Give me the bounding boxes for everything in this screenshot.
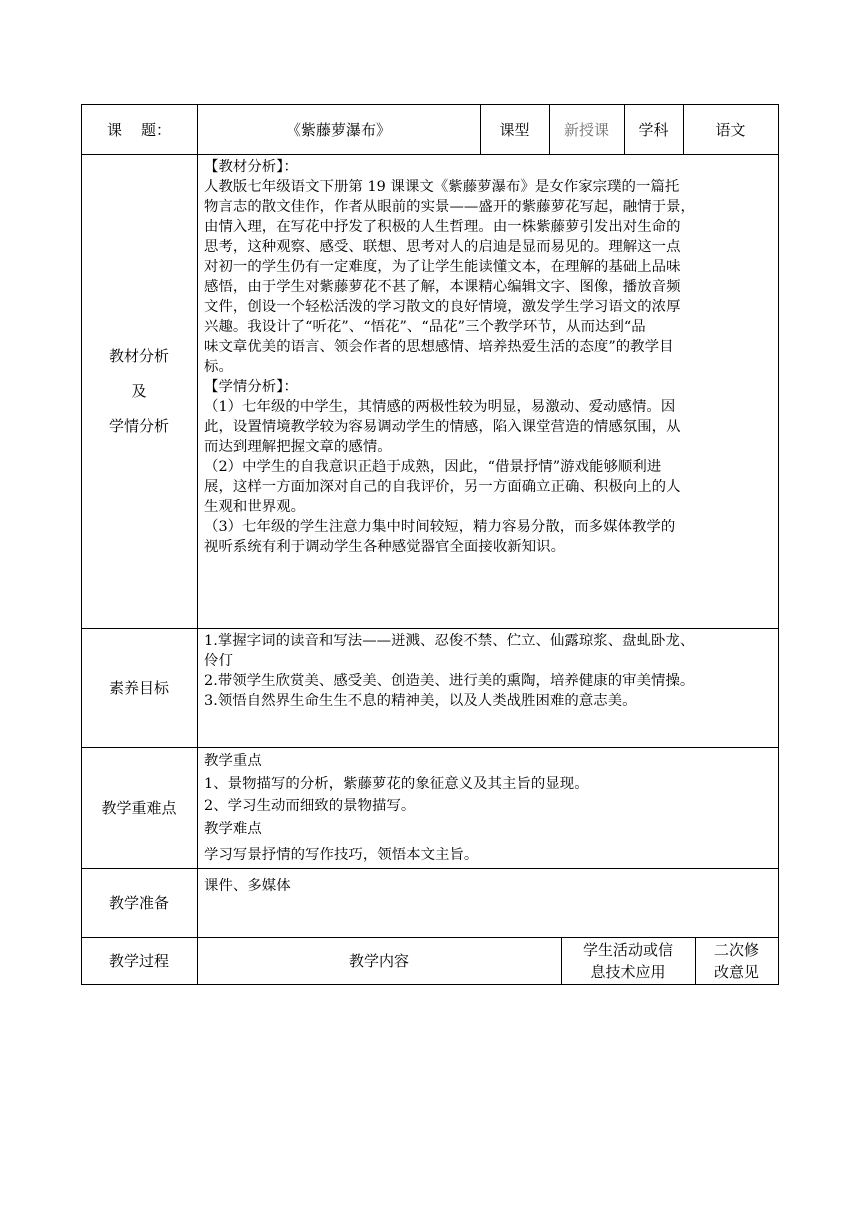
analysis-line: 思考，这种观察、感受、联想、思考对人的启迪是显而易见的。理解这一点 [204,239,681,255]
content-column-header: 教学内容 [348,952,409,970]
analysis-label-line2: 及 [131,381,147,400]
keypoints-content [204,750,776,866]
analysis-line: 文件，创设一个轻松活泼的学习散文的良好情境，激发学生学习语文的浓厚 [204,299,681,315]
keypoints-line: 学习写景抒情的写作技巧，领悟本文主旨。 [204,847,479,863]
keypoints-label: 教学重难点 [101,799,177,817]
analysis-label [81,154,197,628]
analysis-line: 此，设置情境教学较为容易调动学生的情感，陷入课堂营造的情感氛围，从 [204,419,681,435]
literacy-line: 1.掌握字词的读音和写法——迸溅、忍俊不禁、伫立、仙露琼浆、盘虬卧龙、 [204,633,695,649]
process-label: 教学过程 [108,952,169,970]
topic-label: 课 题： [106,120,172,139]
analysis-line: 【学情分析】： [204,379,298,395]
activity-header-line1: 学生活动或信 [582,940,673,959]
analysis-line: 由情入理，在写花中抒发了积极的人生哲理。由一株紫藤萝引发出对生命的 [204,219,681,235]
literacy-content [204,631,776,743]
analysis-label-line1: 教材分析 [108,346,169,365]
analysis-line: 【教材分析】： [204,159,298,175]
preparation-content: 课件、多媒体 [204,878,291,894]
analysis-content [204,157,776,625]
literacy-line: 3.领悟自然界生命生生不息的精神美，以及人类战胜困难的意志美。 [204,693,637,709]
analysis-line: 兴趣。我设计了“听花”、“悟花”、“品花”三个教学环节，从而达到“品 [204,319,646,335]
analysis-line: （2）中学生的自我意识正趋于成熟，因此，“借景抒情”游戏能够顺利进 [204,459,662,475]
revision-header-line2: 改意见 [713,962,759,981]
subject-label: 学科 [638,120,669,139]
analysis-line: 视听系统有利于调动学生各种感觉器官全面接收新知识。 [204,539,566,555]
subject-value: 语文 [715,120,746,139]
analysis-line: 人教版七年级语文下册第 19 课课文《紫藤萝瀑布》是女作家宗璞的一篇托 [204,179,680,195]
keypoints-line: 教学重点 [204,753,262,769]
keypoints-line: 2、学习生动而细致的景物描写。 [204,798,416,814]
table-border [81,984,779,985]
keypoints-line: 1、景物描写的分析，紫藤萝花的象征意义及其主旨的显现。 [204,775,589,792]
literacy-label: 素养目标 [108,679,169,697]
analysis-line: 而达到理解把握文章的感情。 [204,439,392,455]
analysis-line: 生观和世界观。 [204,499,306,515]
analysis-line: 展，这样一方面加深对自己的自我评价，另一方面确立正确、积极向上的人 [204,479,681,495]
activity-column-header [561,937,695,984]
analysis-label-line3: 学情分析 [108,416,169,435]
table-border [197,104,198,985]
analysis-line: 物言志的散文佳作，作者从眼前的实景——盛开的紫藤萝花写起，融情于景， [204,199,695,215]
activity-header-line2: 息技术应用 [590,962,666,981]
analysis-line: 味文章优美的语言、领会作者的思想感情、培养热爱生活的态度”的教学目 [204,339,674,355]
keypoints-line: 教学难点 [204,820,262,837]
literacy-line: 伶仃 [204,653,233,669]
table-border [778,104,779,985]
lesson-type-label: 课型 [499,120,530,139]
preparation-label: 教学准备 [108,894,169,912]
analysis-line: （3）七年级的学生注意力集中时间较短，精力容易分散，而多媒体教学的 [204,519,676,535]
revision-column-header [695,937,778,984]
lesson-type-value: 新授课 [563,120,609,139]
revision-header-line1: 二次修 [713,940,759,959]
analysis-line: （1）七年级的中学生，其情感的两极性较为明显，易激动、爱动感情。因 [204,399,676,415]
analysis-line: 感悟，由于学生对紫藤萝花不甚了解，本课精心编辑文字、图像，播放音频 [204,279,681,295]
analysis-line: 对初一的学生仍有一定难度，为了让学生能读懂文本，在理解的基础上品味 [204,259,681,275]
analysis-line: 标。 [204,359,233,375]
lesson-title: 《紫藤萝瀑布》 [285,120,391,139]
literacy-line: 2.带领学生欣赏美、感受美、创造美、进行美的熏陶，培养健康的审美情操。 [204,673,695,689]
